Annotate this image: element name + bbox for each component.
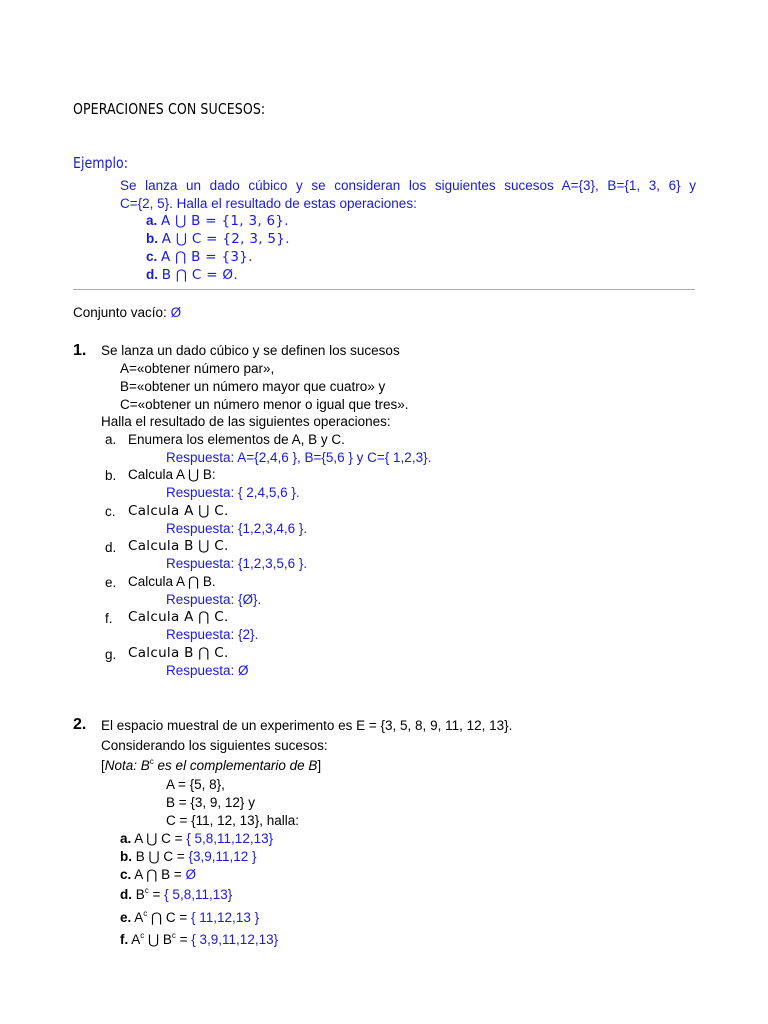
- item-text: Calcula B ⋃ C.: [128, 538, 229, 554]
- item-text: A ⋃ C = {2, 3, 5}.: [161, 231, 290, 247]
- item-label: a.: [120, 831, 132, 846]
- exercise-2-line1: El espacio muestral de un experimento es E = {3, 5, 8, 9, 11, 12, 13}.: [101, 718, 513, 733]
- ejemplo-statement-line1: Se lanza un dado cúbico y se consideran los siguientes sucesos A={3}, B={1, 3, 6} y: [120, 178, 696, 193]
- item-label: d.: [146, 267, 158, 282]
- item-label: a.: [146, 213, 158, 228]
- nota-text: es el complementario de B: [153, 758, 318, 773]
- ejemplo-item: [146, 231, 290, 247]
- nota-sup: c: [149, 757, 154, 766]
- item-label: d.: [105, 540, 117, 555]
- ejemplo-statement-line2: C={2, 5}. Halla el resultado de estas operaciones:: [120, 196, 417, 211]
- nota-bracket: [: [101, 758, 105, 773]
- conjunto-vacio-label: Conjunto vacío:: [73, 305, 167, 320]
- answer: {3,9,11,12 }: [188, 849, 257, 864]
- empty-set-symbol: Ø: [170, 305, 182, 320]
- answer: Respuesta: Ø: [166, 663, 249, 678]
- item-label: b.: [105, 468, 117, 483]
- item-text: Calcula A ⋃ C.: [128, 503, 229, 519]
- ejemplo-item: [146, 267, 238, 283]
- item-label: c.: [146, 249, 158, 264]
- complement-sup: c: [144, 886, 149, 895]
- answer: { 5,8,11,12,13}: [186, 831, 274, 846]
- answer: Respuesta: {2}.: [166, 627, 259, 642]
- item-text: Calcula B ⋂ C.: [128, 645, 229, 661]
- divider: [73, 289, 695, 290]
- item-expr: A: [134, 910, 144, 925]
- answer: Respuesta: {Ø}.: [166, 592, 262, 607]
- item-text: A ⋂ B = {3}.: [161, 249, 253, 265]
- complement-sup: c: [140, 931, 145, 940]
- set-definition: A = {5, 8},: [166, 777, 225, 792]
- event-definition: A=«obtener número par»,: [120, 361, 275, 376]
- exercise-1-number: 1.: [73, 342, 87, 359]
- ejemplo-heading: Ejemplo:: [73, 154, 128, 172]
- exercise-2-line2: Considerando los siguientes sucesos:: [101, 738, 328, 753]
- item-label: f.: [120, 932, 129, 947]
- conjunto-vacio: [73, 305, 181, 320]
- answer: Ø: [185, 867, 197, 882]
- item-expr: A: [131, 932, 141, 947]
- item-expr: ⋂ C =: [147, 910, 192, 925]
- item-expr: A ⋃ C =: [134, 831, 187, 846]
- answer: { 11,12,13 }: [191, 910, 260, 925]
- nota-bracket: ]: [317, 758, 322, 773]
- ex2-item: [120, 932, 278, 948]
- ex2-item: [120, 849, 257, 865]
- item-label: e.: [120, 910, 132, 925]
- ex2-item: [120, 910, 259, 926]
- complement-sup: c: [171, 931, 176, 940]
- exercise-2-number: 2.: [73, 716, 87, 733]
- item-text: Calcula A ⋃ B:: [128, 467, 216, 482]
- item-label: a.: [105, 432, 117, 447]
- ex2-item: [120, 831, 273, 847]
- set-definition: C = {11, 12, 13}, halla:: [166, 813, 299, 828]
- item-text: Calcula A ⋂ B.: [128, 574, 216, 589]
- item-text: A ⋃ B = {1, 3, 6}.: [161, 213, 289, 229]
- item-expr: =: [148, 887, 165, 902]
- answer: Respuesta: A={2,4,6 }, B={5,6 } y C={ 1,2,3}.: [166, 450, 432, 465]
- item-expr: =: [175, 932, 192, 947]
- ejemplo-item: [146, 249, 253, 265]
- item-label: g.: [105, 647, 117, 662]
- item-text: B ⋂ C = Ø.: [161, 267, 238, 283]
- answer: { 5,8,11,13}: [164, 887, 233, 902]
- event-definition: C=«obtener un número menor o igual que tres».: [120, 397, 409, 412]
- nota: [101, 758, 321, 773]
- complement-sup: c: [143, 909, 148, 918]
- answer: Respuesta: { 2,4,5,6 }.: [166, 485, 300, 500]
- item-label: c.: [120, 867, 132, 882]
- ex2-item: [120, 887, 232, 902]
- ex2-item: [120, 867, 196, 883]
- event-definition: B=«obtener un número mayor que cuatro» y: [120, 379, 386, 394]
- nota-label: Nota: B: [104, 758, 150, 773]
- answer: Respuesta: {1,2,3,4,6 }.: [166, 521, 308, 536]
- item-expr: B: [135, 887, 145, 902]
- exercise-1-intro: Se lanza un dado cúbico y se definen los sucesos: [101, 343, 400, 358]
- item-label: e.: [105, 575, 117, 590]
- set-definition: B = {3, 9, 12} y: [166, 795, 255, 810]
- item-expr: ⋃ B: [144, 932, 172, 947]
- item-label: c.: [105, 504, 116, 519]
- answer: Respuesta: {1,2,3,5,6 }.: [166, 556, 308, 571]
- item-label: b.: [120, 849, 132, 864]
- item-label: b.: [146, 231, 158, 246]
- answer: { 3,9,11,12,13}: [191, 932, 279, 947]
- item-label: f.: [105, 611, 113, 626]
- ejemplo-item: [146, 213, 289, 229]
- exercise-1-prompt: Halla el resultado de las siguientes operaciones:: [101, 414, 391, 429]
- item-text: Calcula A ⋂ C.: [128, 609, 229, 625]
- item-text: Enumera los elementos de A, B y C.: [128, 432, 345, 447]
- page-title: OPERACIONES CON SUCESOS:: [73, 100, 266, 118]
- item-expr: B ⋃ C =: [135, 849, 189, 864]
- item-expr: A ⋂ B =: [134, 867, 186, 882]
- item-label: d.: [120, 887, 132, 902]
